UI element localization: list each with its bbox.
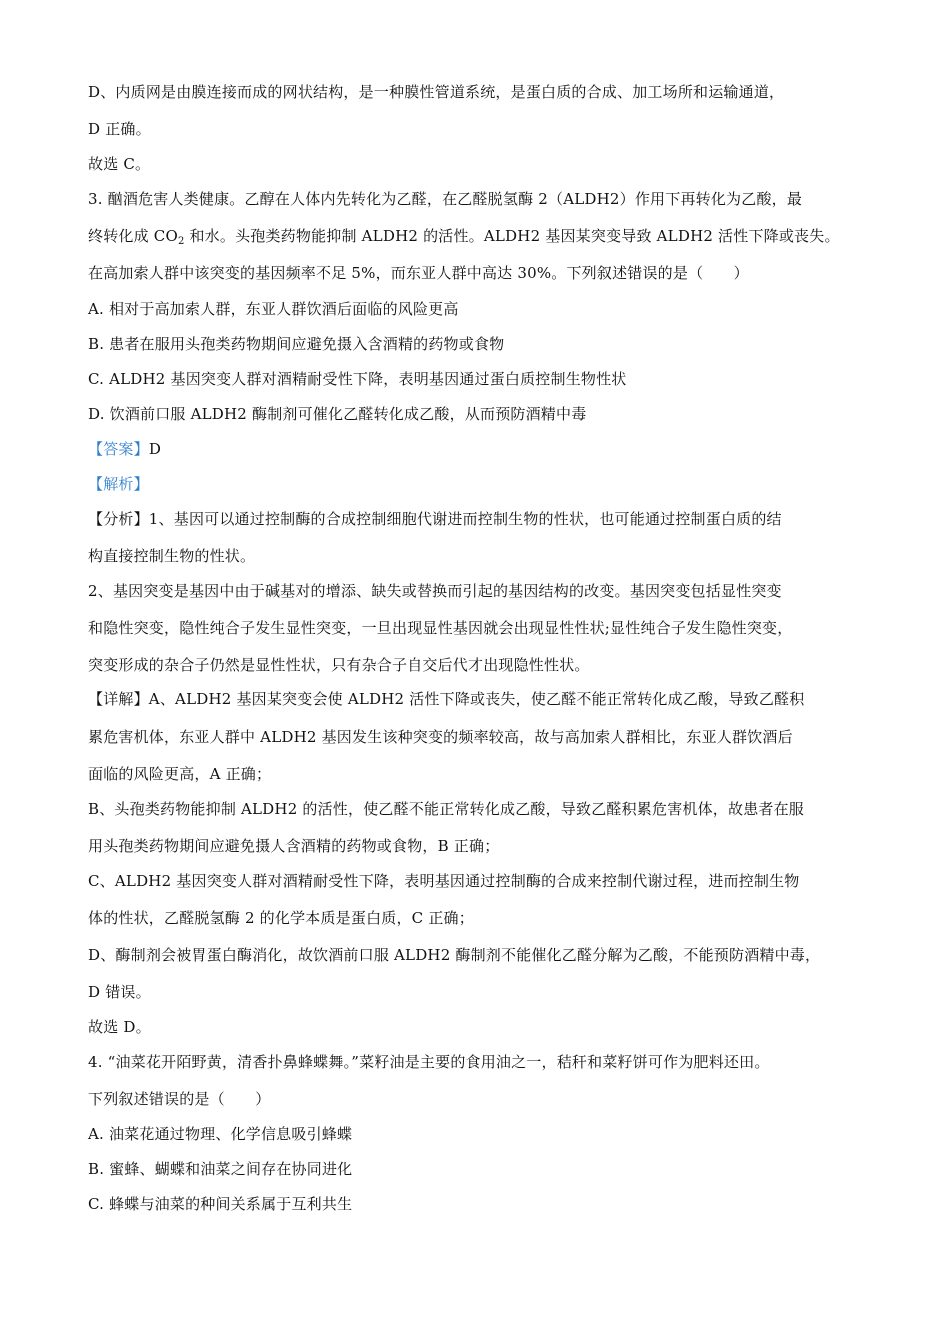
q3-stem-line-2 — [88, 226, 840, 252]
q2-option-d-explanation: D、内质网是由膜连接而成的网状结构，是一种膜性管道系统，是蛋白质的合成、加工场所和运输通道， — [88, 83, 785, 101]
q2-option-d-verdict: D 正确。 — [88, 120, 151, 138]
analysis-line: D 错误。 — [88, 983, 151, 1001]
analysis-line: 【分析】1、基因可以通过控制酶的合成控制细胞代谢进而控制生物的性状，也可能通过控制蛋白质的结 — [88, 510, 782, 528]
analysis-line: 和隐性突变，隐性纯合子发生显性突变，一旦出现显性基因就会出现显性性状;显性纯合子发生隐性突变， — [88, 619, 793, 637]
q4-option-a: A. 油菜花通过物理、化学信息吸引蜂蝶 — [88, 1125, 353, 1143]
q3-stem-text: 终转化成 CO — [88, 227, 178, 245]
answer-value: D — [148, 440, 162, 458]
analysis-line: 故选 D。 — [88, 1018, 151, 1036]
q3-stem-line-3: 在高加索人群中该突变的基因频率不足 5%，而东亚人群中高达 30%。下列叙述错误的是（ ） — [88, 264, 749, 282]
analysis-line: B、头孢类药物能抑制 ALDH2 的活性，使乙醛不能正常转化成乙酸，导致乙醛积累危害机体，故患者在服 — [88, 800, 805, 818]
co2-subscript: 2 — [177, 236, 185, 247]
q3-option-a: A. 相对于高加索人群，东亚人群饮酒后面临的风险更高 — [88, 300, 459, 318]
analysis-line: 突变形成的杂合子仍然是显性性状，只有杂合子自交后代才出现隐性性状。 — [88, 656, 590, 674]
q4-option-c: C. 蜂蝶与油菜的种间关系属于互利共生 — [88, 1195, 353, 1213]
analysis-tag: 【解析】 — [88, 475, 149, 493]
q4-stem-line-1: 4. “油菜花开陌野黄，清香扑鼻蜂蝶舞。”菜籽油是主要的食用油之一，秸秆和菜籽饼可作为肥料还田。 — [88, 1053, 770, 1071]
q3-option-d: D. 饮酒前口服 ALDH2 酶制剂可催化乙醛转化成乙酸，从而预防酒精中毒 — [88, 405, 587, 423]
analysis-line: 面临的风险更高，A 正确； — [88, 765, 272, 783]
analysis-line: 体的性状，乙醛脱氢酶 2 的化学本质是蛋白质，C 正确； — [88, 909, 474, 927]
q3-option-c: C. ALDH2 基因突变人群对酒精耐受性下降，表明基因通过蛋白质控制生物性状 — [88, 370, 627, 388]
analysis-line: 累危害机体，东亚人群中 ALDH2 基因发生该种突变的频率较高，故与高加索人群相比，东亚人群饮酒后 — [88, 728, 793, 746]
analysis-line: 【详解】A、ALDH2 基因某突变会使 ALDH2 活性下降或丧失，使乙醛不能正常转化成乙酸，导致乙醛积 — [88, 690, 805, 708]
q3-stem-line-1: 3. 酗酒危害人类健康。乙醇在人体内先转化为乙醛，在乙醛脱氢酶 2（ALDH2）作用下再转化为乙酸，最 — [88, 190, 803, 208]
analysis-line: D、酶制剂会被胃蛋白酶消化，故饮酒前口服 ALDH2 酶制剂不能催化乙醛分解为乙酸，不能预防酒精中毒， — [88, 946, 821, 964]
q4-stem-line-2: 下列叙述错误的是（ ） — [88, 1090, 271, 1108]
answer-tag: 【答案】 — [88, 440, 149, 458]
analysis-line: 用头孢类药物期间应避免摄人含酒精的药物或食物，B 正确； — [88, 837, 500, 855]
q4-option-b: B. 蜜蜂、蝴蝶和油菜之间存在协同进化 — [88, 1160, 353, 1178]
analysis-line: 构直接控制生物的性状。 — [88, 547, 256, 565]
q3-answer — [88, 439, 161, 459]
analysis-line: 2、基因突变是基因中由于碱基对的增添、缺失或替换而引起的基因结构的改变。基因突变包括显性突变 — [88, 582, 782, 600]
q3-option-b: B. 患者在服用头孢类药物期间应避免摄入含酒精的药物或食物 — [88, 335, 505, 353]
q3-stem-text: 和水。头孢类药物能抑制 ALDH2 的活性。ALDH2 基因某突变导致 ALDH2 活性下降或丧失。 — [184, 227, 840, 245]
q2-choice: 故选 C。 — [88, 155, 151, 173]
analysis-line: C、ALDH2 基因突变人群对酒精耐受性下降，表明基因通过控制酶的合成来控制代谢过程，进而控制生物 — [88, 872, 800, 890]
